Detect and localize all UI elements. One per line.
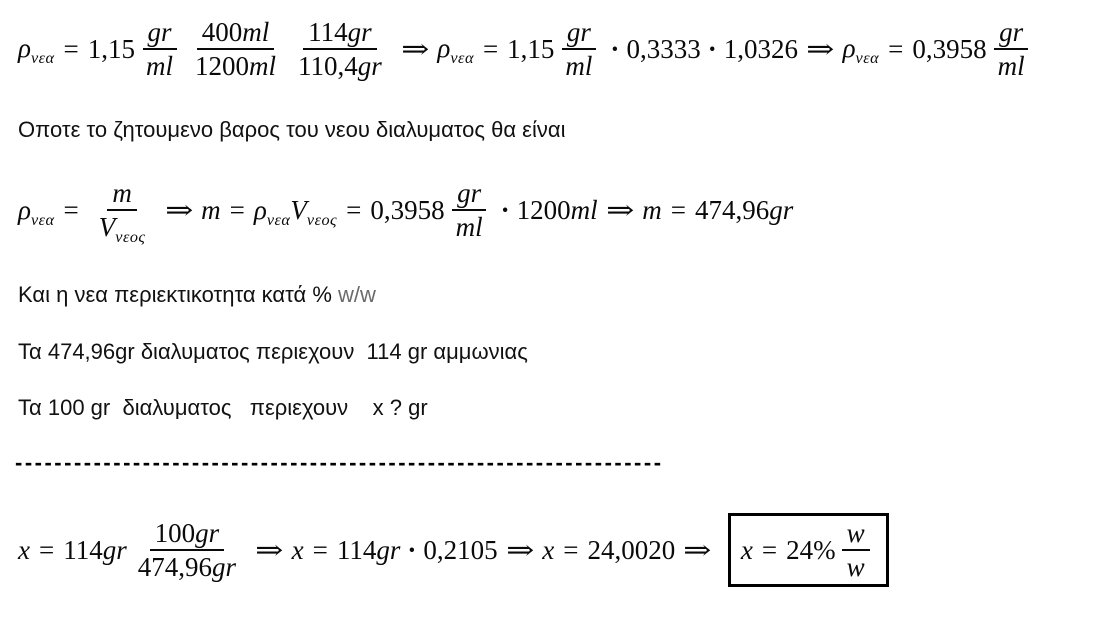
implies-arrow: ⇒ xyxy=(505,534,535,565)
fraction-numerator: gr xyxy=(452,178,486,211)
math-v-subscript: νεος xyxy=(115,228,146,247)
fraction-m-over-v xyxy=(94,178,151,247)
implies-arrow: ⇒ xyxy=(683,534,712,565)
fraction-numerator xyxy=(197,17,275,50)
math-var-v-neos xyxy=(290,194,338,229)
math-quantity xyxy=(695,195,793,226)
math-number: 474,96 xyxy=(694,194,770,225)
fraction-gr-ml xyxy=(141,17,178,81)
multiplication-dot: · xyxy=(610,33,620,64)
math-number: 400 xyxy=(201,17,243,47)
fraction-numerator: m xyxy=(107,178,137,211)
proportion-line-1: Τα 474,96gr διαλυματος περιεχουν 114 gr αμμωνιας xyxy=(18,339,528,364)
fraction-denominator: ml xyxy=(146,51,174,82)
equals-sign: = xyxy=(670,194,686,225)
formula-new-density xyxy=(18,17,1036,81)
math-rho-subscript: νεα xyxy=(855,49,880,68)
math-rho-subscript: νεα xyxy=(30,210,55,229)
dashed-separator: ------------------------------------------------------------------ xyxy=(15,450,664,475)
multiplication-dot: · xyxy=(407,534,417,565)
math-rho: ρ xyxy=(18,194,31,225)
math-number: 1200 xyxy=(195,51,250,82)
math-quantity xyxy=(63,535,127,566)
multiplication-dot: · xyxy=(500,194,510,225)
fraction-numerator: gr xyxy=(143,17,177,50)
fraction-denominator xyxy=(293,50,387,81)
equals-sign: = xyxy=(38,534,55,565)
math-rho-subscript: νεα xyxy=(266,210,291,229)
math-number: 100 xyxy=(154,518,196,548)
math-rho-subscript: νεα xyxy=(30,49,55,68)
math-number: 1,15 xyxy=(87,33,136,64)
math-var-rho-nea xyxy=(437,33,474,68)
math-unit: gr xyxy=(769,194,794,225)
fraction-denominator xyxy=(190,50,281,81)
equals-sign: = xyxy=(563,534,579,565)
math-unit: ml xyxy=(249,51,277,82)
equals-sign: = xyxy=(63,33,79,64)
implies-arrow: ⇒ xyxy=(605,194,635,225)
math-var-rho-nea xyxy=(18,33,55,68)
math-rho: ρ xyxy=(253,194,267,225)
paragraph-text: Και η νεα περιεκτικοτητα κατά % xyxy=(18,282,339,307)
math-number: 0,3958 xyxy=(912,33,987,64)
math-unit: ml xyxy=(242,17,270,47)
math-number: 0,2105 xyxy=(423,534,498,565)
math-number: 110,4 xyxy=(298,51,358,82)
math-unit: gr xyxy=(195,518,220,548)
math-unit: gr xyxy=(347,17,372,47)
math-quantity xyxy=(337,535,401,566)
implies-arrow: ⇒ xyxy=(255,534,284,565)
final-answer-box xyxy=(728,513,889,587)
proportion-line-2: Τα 100 gr διαλυματος περιεχουν x ? gr xyxy=(18,395,428,420)
math-unit: gr xyxy=(376,534,401,565)
equals-sign: = xyxy=(482,33,499,64)
math-rho: ρ xyxy=(842,33,856,64)
math-unit: gr xyxy=(211,552,236,583)
math-number: 24,0020 xyxy=(587,534,676,565)
fraction-numerator: gr xyxy=(994,17,1028,50)
math-var-x: x xyxy=(542,534,555,565)
math-number: 114 xyxy=(63,534,103,565)
math-number: 114 xyxy=(308,17,348,47)
equals-sign: = xyxy=(63,194,79,225)
math-var-m: m xyxy=(201,194,221,225)
fraction-denominator: w xyxy=(846,552,865,583)
math-var-rho-nea xyxy=(18,194,55,229)
paragraph-concentration-intro xyxy=(18,282,376,308)
fraction-denominator: ml xyxy=(997,51,1025,82)
math-unit: ml xyxy=(570,194,598,225)
formula-mass-calculation xyxy=(18,178,794,247)
math-var-rho-nea xyxy=(253,194,291,229)
math-var-x: x xyxy=(18,534,30,565)
math-number: 1200 xyxy=(516,194,571,225)
implies-arrow: ⇒ xyxy=(806,33,835,64)
math-v-subscript: νεος xyxy=(306,210,338,229)
fraction-denominator: ml xyxy=(455,212,483,243)
math-number: 0,3958 xyxy=(370,194,445,225)
fraction-numerator xyxy=(303,17,377,50)
fraction-denominator xyxy=(133,551,241,582)
fraction-denominator xyxy=(94,211,151,247)
formula-percentage-calculation xyxy=(18,513,889,587)
fraction-ratio xyxy=(133,518,241,582)
paragraph-weight-intro: Οποτε το ζητουμενο βαρος του νεου διαλυματος θα είναι xyxy=(18,117,566,142)
fraction-masses xyxy=(293,17,387,81)
math-quantity xyxy=(517,195,598,226)
math-unit: gr xyxy=(102,534,127,565)
math-var-x: x xyxy=(291,534,304,565)
equals-sign: = xyxy=(346,194,362,225)
implies-arrow: ⇒ xyxy=(164,194,193,225)
math-number: 1,0326 xyxy=(723,33,798,64)
math-number: 474,96 xyxy=(137,552,212,583)
math-rho-subscript: νεα xyxy=(450,49,474,68)
fraction-w-w xyxy=(842,518,870,582)
math-var-x: x xyxy=(740,534,753,565)
equals-sign: = xyxy=(229,194,245,225)
math-number: 24% xyxy=(786,534,836,565)
math-v: V xyxy=(98,212,116,243)
math-var-rho-nea xyxy=(842,33,880,68)
math-var-m: m xyxy=(642,194,662,225)
math-unit: gr xyxy=(357,51,382,82)
multiplication-dot: · xyxy=(707,33,717,64)
fraction-gr-ml xyxy=(560,17,597,81)
math-v: V xyxy=(290,194,307,225)
equals-sign: = xyxy=(312,534,328,565)
fraction-gr-ml xyxy=(993,17,1030,81)
math-number: 1,15 xyxy=(507,33,555,64)
fraction-numerator: gr xyxy=(562,17,596,50)
math-number: 0,3333 xyxy=(626,33,701,64)
ww-label: w/w xyxy=(338,282,376,307)
math-var-v-neos xyxy=(98,212,146,247)
fraction-numerator: w xyxy=(842,518,870,551)
math-rho: ρ xyxy=(437,33,451,64)
equals-sign: = xyxy=(761,534,778,565)
fraction-denominator: ml xyxy=(565,51,593,82)
fraction-gr-ml xyxy=(451,178,488,242)
fraction-volumes xyxy=(190,17,281,81)
implies-arrow: ⇒ xyxy=(400,33,430,64)
equals-sign: = xyxy=(888,33,904,64)
math-rho: ρ xyxy=(18,33,31,64)
math-number: 114 xyxy=(336,534,377,565)
fraction-numerator xyxy=(150,518,225,551)
